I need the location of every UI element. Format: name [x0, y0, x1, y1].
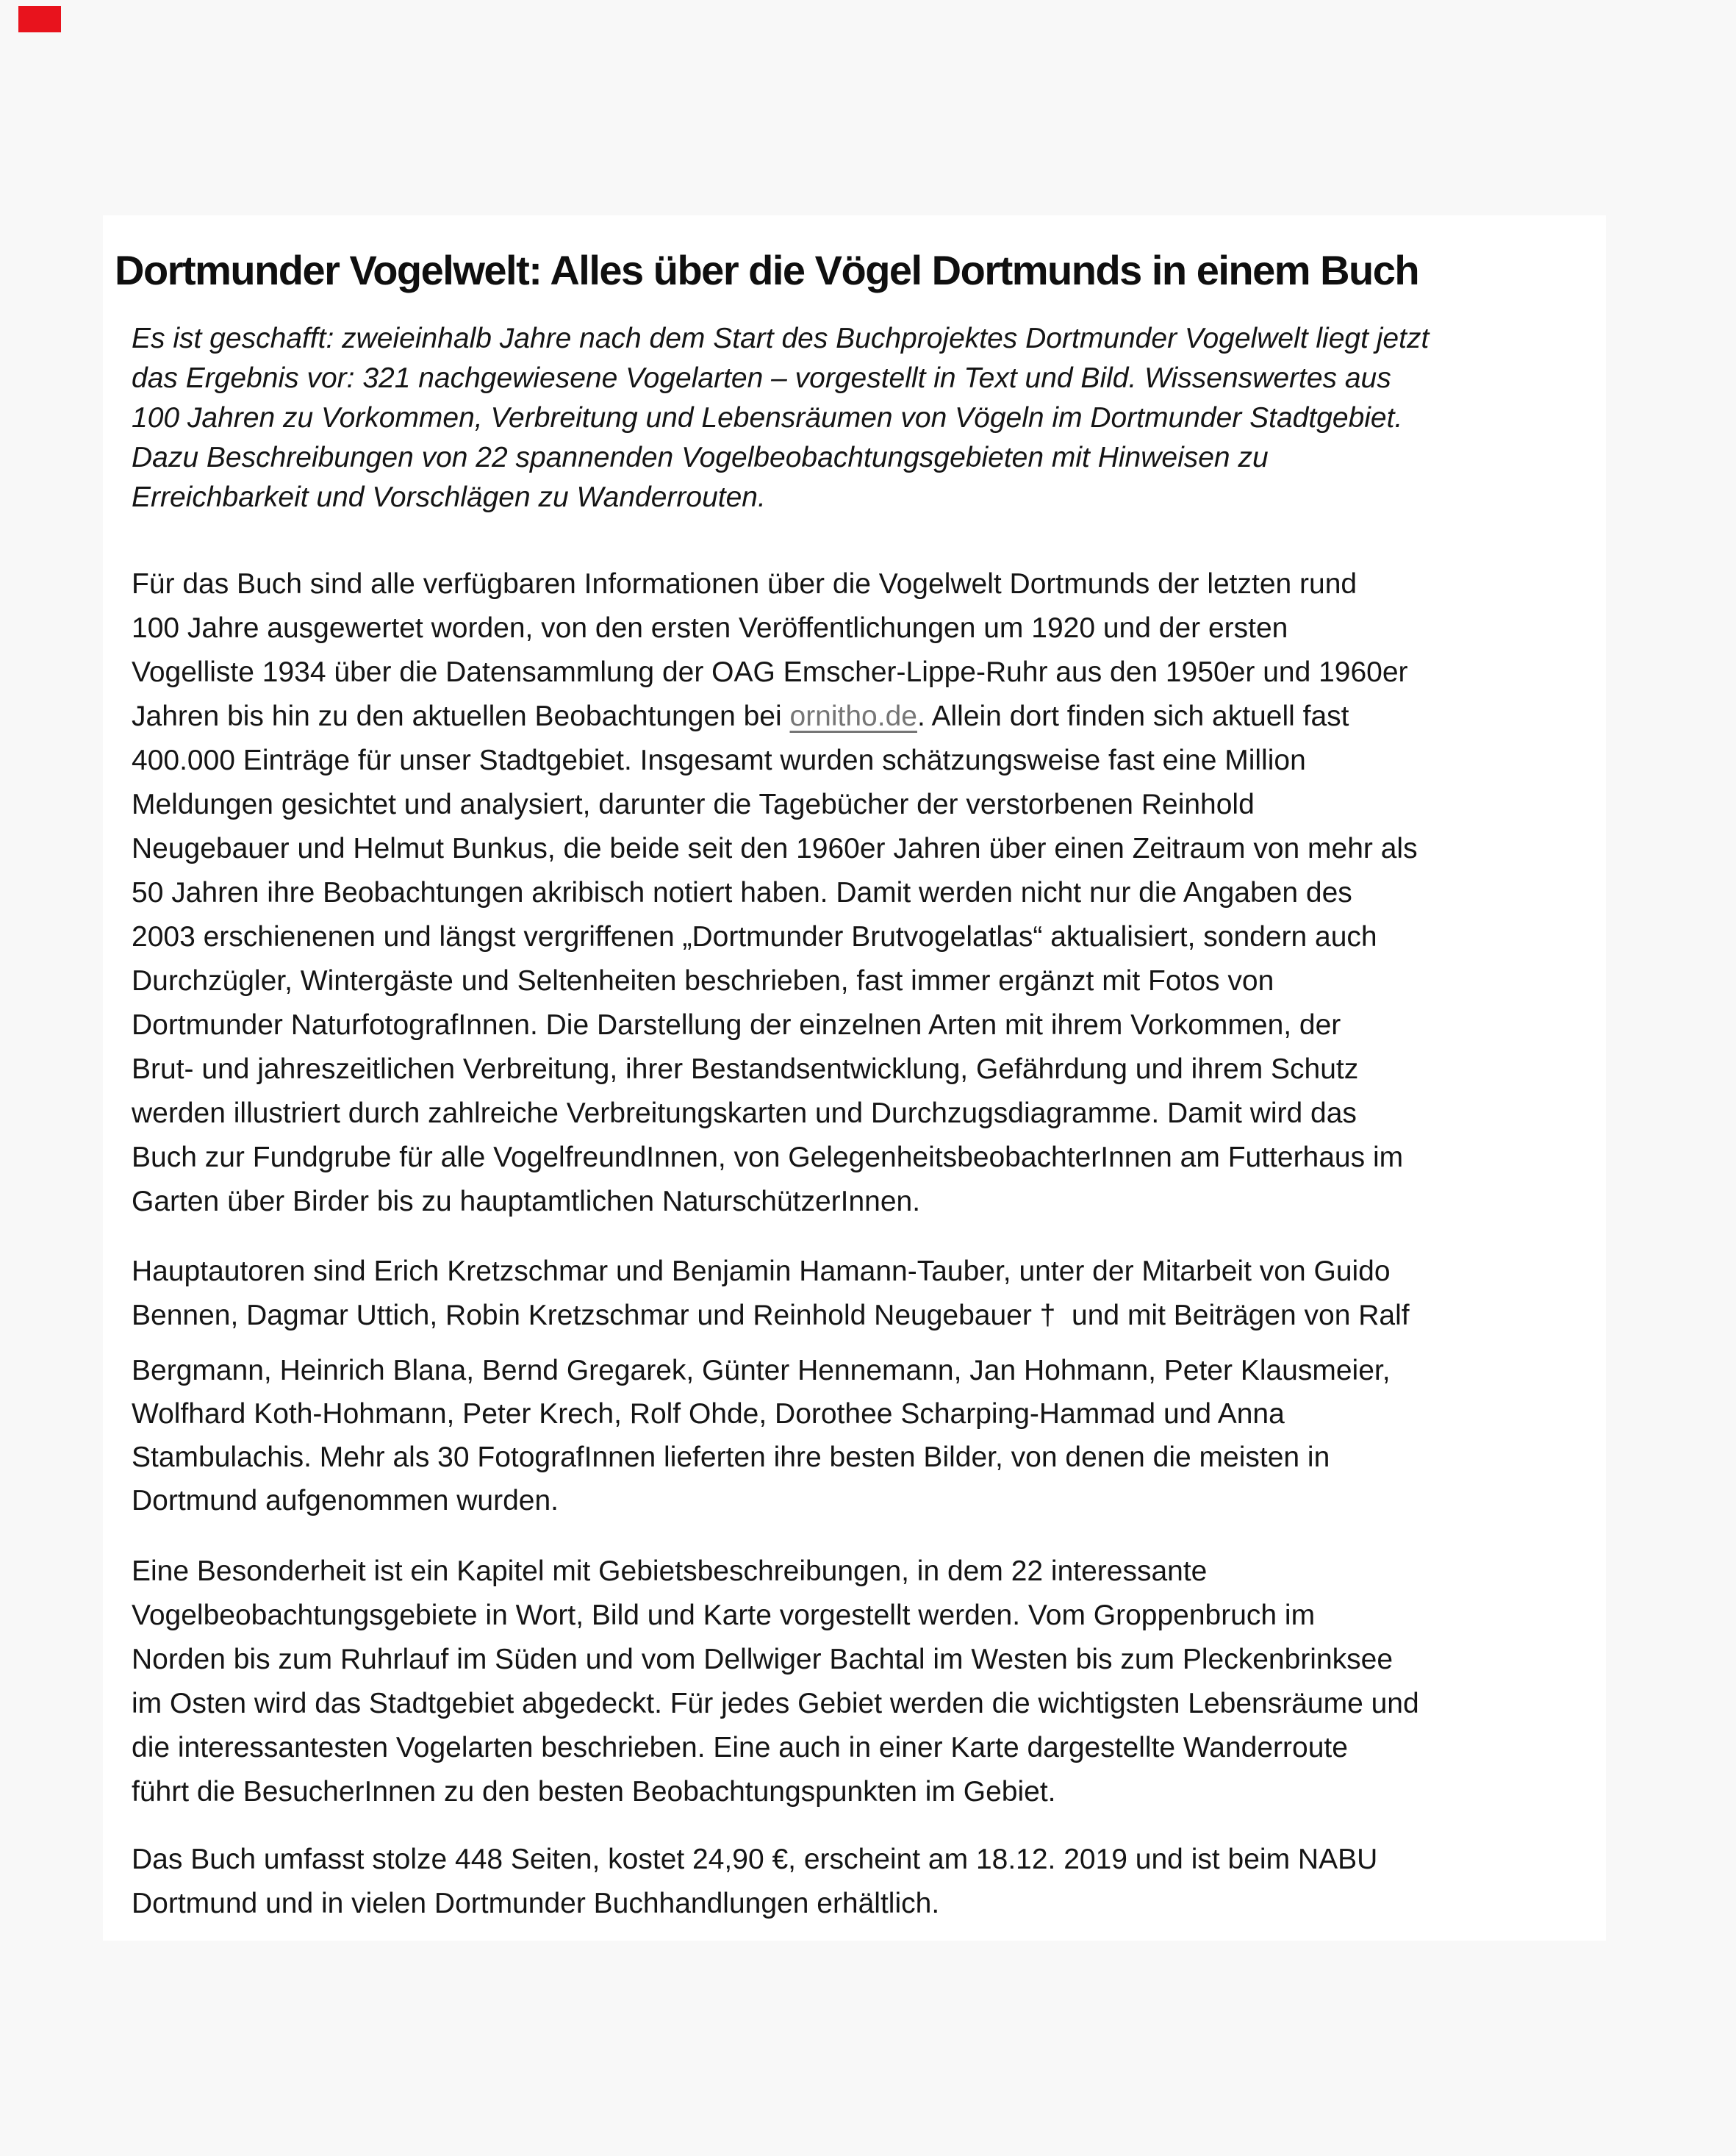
- text-line: Meldungen gesichtet und analysiert, darunter die Tagebücher der verstorbenen Reinhold: [132, 789, 1255, 820]
- text-line: Eine Besonderheit ist ein Kapitel mit Gebietsbeschreibungen, in dem 22 interessante: [132, 1555, 1208, 1587]
- text-line: Es ist geschafft: zweieinhalb Jahre nach dem Start des Buchprojektes Dortmunder Vogelwelt liegt jetzt: [132, 323, 1430, 354]
- text-line: Dazu Beschreibungen von 22 spannenden Vogelbeobachtungsgebieten mit Hinweisen zu: [132, 442, 1269, 473]
- text-line: Norden bis zum Ruhrlauf im Süden und vom Dellwiger Bachtal im Westen bis zum Pleckenbrinksee: [132, 1644, 1394, 1675]
- text-line: Wolfhard Koth-Hohmann, Peter Krech, Rolf Ohde, Dorothee Scharping-Hammad und Anna: [132, 1398, 1285, 1430]
- text-line: Neugebauer und Helmut Bunkus, die beide seit den 1960er Jahren über einen Zeitraum von mehr als: [132, 833, 1418, 864]
- page-title: Dortmunder Vogelwelt: Alles über die Vögel Dortmunds in einem Buch: [115, 247, 1419, 293]
- authors-paragraph-part2: [132, 1349, 1391, 1522]
- text-line: 2003 erschienenen und längst vergriffenen „Dortmunder Brutvogelatlas“ aktualisiert, sondern auch: [132, 921, 1377, 953]
- text-line: führt die BesucherInnen zu den besten Beobachtungspunkten im Gebiet.: [132, 1776, 1056, 1808]
- text-line: Erreichbarkeit und Vorschlägen zu Wanderrouten.: [132, 481, 766, 513]
- text-line: Das Buch umfasst stolze 448 Seiten, kostet 24,90 €, erscheint am 18.12. 2019 und ist beim NABU: [132, 1844, 1378, 1875]
- red-annotation-marker: [18, 6, 61, 32]
- text-line: das Ergebnis vor: 321 nachgewiesene Vogelarten – vorgestellt in Text und Bild. Wissenswertes aus: [132, 362, 1391, 394]
- areas-paragraph: [132, 1550, 1419, 1814]
- text-line: Durchzügler, Wintergäste und Seltenheiten beschrieben, fast immer ergänzt mit Fotos von: [132, 965, 1274, 997]
- text-line: Brut- und jahreszeitlichen Verbreitung, ihrer Bestandsentwicklung, Gefährdung und ihrem Schutz: [132, 1053, 1359, 1085]
- link-prefix-text: Jahren bis hin zu den aktuellen Beobachtungen bei: [132, 701, 790, 732]
- text-line: Stambulachis. Mehr als 30 FotografInnen lieferten ihre besten Bilder, von denen die meisten in: [132, 1441, 1330, 1473]
- authors-paragraph-part1: [132, 1250, 1410, 1338]
- ornitho-link[interactable]: ornitho.de: [789, 701, 917, 732]
- text-line: Dortmund aufgenommen wurden.: [132, 1485, 559, 1516]
- text-line: Hauptautoren sind Erich Kretzschmar und Benjamin Hamann-Tauber, unter der Mitarbeit von Guido: [132, 1256, 1391, 1287]
- text-line: Dortmunder NaturfotografInnen. Die Darstellung der einzelnen Arten mit ihrem Vorkommen, der: [132, 1009, 1341, 1041]
- intro-paragraph: [132, 319, 1429, 517]
- text-line: Garten über Birder bis zu hauptamtlichen NaturschützerInnen.: [132, 1186, 921, 1217]
- purchase-info-paragraph: [132, 1838, 1377, 1926]
- link-suffix-text: . Allein dort finden sich aktuell fast: [917, 701, 1349, 732]
- text-line: im Osten wird das Stadtgebiet abgedeckt. Für jedes Gebiet werden die wichtigsten Lebensräume und: [132, 1688, 1419, 1719]
- text-line: die interessantesten Vogelarten beschrieben. Eine auch in einer Karte dargestellte Wanderroute: [132, 1732, 1348, 1763]
- text-line: Dortmund und in vielen Dortmunder Buchhandlungen erhältlich.: [132, 1888, 940, 1919]
- document-page: [103, 215, 1606, 1941]
- text-line: Bergmann, Heinrich Blana, Bernd Gregarek, Günter Hennemann, Jan Hohmann, Peter Klausmeier,: [132, 1355, 1391, 1386]
- text-line-with-link: [132, 695, 1418, 739]
- text-line: Für das Buch sind alle verfügbaren Informationen über die Vogelwelt Dortmunds der letzten rund: [132, 568, 1357, 600]
- text-line: 100 Jahre ausgewertet worden, von den ersten Veröffentlichungen um 1920 und der ersten: [132, 612, 1288, 644]
- body-paragraph-1: [132, 562, 1418, 1224]
- text-line: Vogelbeobachtungsgebiete in Wort, Bild und Karte vorgestellt werden. Vom Groppenbruch im: [132, 1600, 1316, 1631]
- text-line: 50 Jahren ihre Beobachtungen akribisch notiert haben. Damit werden nicht nur die Angaben des: [132, 877, 1352, 909]
- text-line: Buch zur Fundgrube für alle VogelfreundInnen, von GelegenheitsbeobachterInnen am Futterhaus im: [132, 1142, 1404, 1173]
- text-line: 400.000 Einträge für unser Stadtgebiet. Insgesamt wurden schätzungsweise fast eine Million: [132, 745, 1306, 776]
- text-line: 100 Jahren zu Vorkommen, Verbreitung und Lebensräumen von Vögeln im Dortmunder Stadtgebiet.: [132, 402, 1403, 434]
- text-line: werden illustriert durch zahlreiche Verbreitungskarten und Durchzugsdiagramme. Damit wird das: [132, 1097, 1357, 1129]
- text-line: Vogelliste 1934 über die Datensammlung der OAG Emscher-Lippe-Ruhr aus den 1950er und 1960er: [132, 656, 1408, 688]
- text-line: Bennen, Dagmar Uttich, Robin Kretzschmar und Reinhold Neugebauer † und mit Beiträgen von Ralf: [132, 1300, 1410, 1331]
